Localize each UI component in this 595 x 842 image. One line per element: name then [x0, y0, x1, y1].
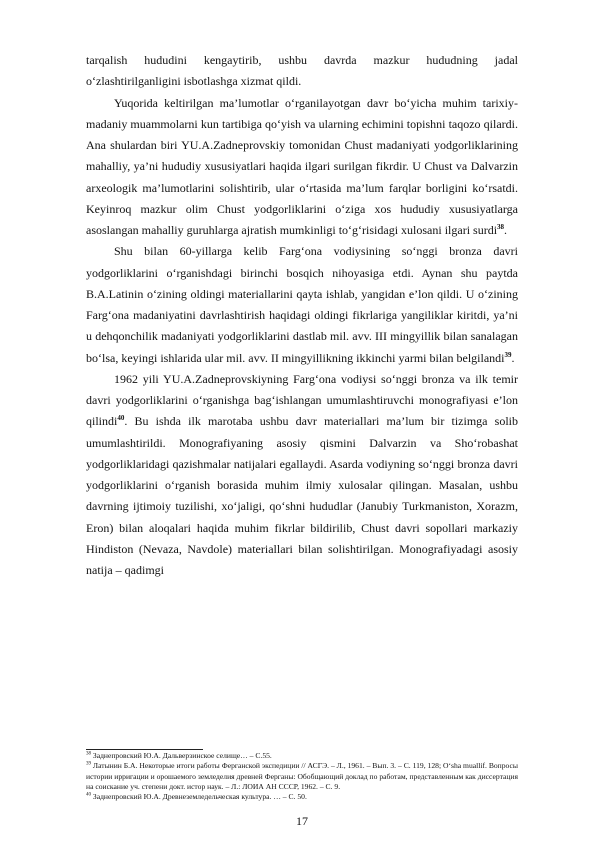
footnote-39	[86, 761, 518, 792]
footnote-38	[86, 751, 518, 761]
paragraph-4-text-b: . Bu ishda ilk marotaba ushbu davr materiallari ma’lum bir tizimga solib umumlashtirildi. Monografiyaning asosiy qismini Dalvarzin va Sho‘robashat yodgorliklaridagi qazishmalar natijalari egallaydi. Asarda vodiyning so‘nggi bronza davri yodgorliklarini o‘rganish borasida muhim ilmiy xulosalar qilingan. Masalan, ushbu davrning ijtimoiy tuzilishi, xo‘jaligi, qo‘shni hududlar (Janubiy Turkmaniston, Xorazm, Eron) bilan aloqalari haqida muhim fikrlar bildirilib, Chust davri sopollari markaziy Hindiston (Nevaza, Navdole) materiallari bilan solishtirilgan. Monografiyadagi asosiy natija – qadimgi	[86, 414, 518, 577]
page-number: 17	[296, 814, 308, 828]
footnote-number: 39	[86, 761, 91, 767]
paragraph-3-end: .	[511, 350, 515, 365]
paragraph-3	[86, 241, 518, 369]
footnote-number: 38	[86, 751, 91, 757]
footnote-ref-40[interactable]: 40	[117, 414, 125, 423]
paragraph-1-text: tarqalish hududini kengaytirib, ushbu davrda mazkur hududning jadal o‘zlashtirilganligini isbotlashga xizmat qildi.	[86, 53, 518, 89]
footnote-ref-38[interactable]: 38	[497, 223, 505, 231]
paragraph-2	[86, 93, 518, 242]
footnote-text: Латынин Б.А. Некоторые итоги работы Ферганской экспедиции // АСГЭ. – Л., 1961. – Вып. 3. – С. 119, 128; O‘sha muallif. Вопросы истории ирригации и орошаемого земледелия древней Ферганы: Обобщающий доклад по работам, представленным как диссертация на соискание уч. степени докт. истор наук. – Л.: ЛОИА АН СССР, 1962. – С. 9.	[86, 761, 518, 791]
paragraph-4	[86, 369, 518, 582]
footnote-number: 40	[86, 792, 91, 798]
paragraph-2-end: .	[504, 223, 508, 237]
footnote-ref-39[interactable]: 39	[504, 350, 512, 359]
footnotes	[86, 751, 518, 802]
paragraph-3-text: Shu bilan 60-yillarga kelib Farg‘ona vodiysining so‘nggi bronza davri yodgorliklarini o‘rganishdagi birinchi bosqich nihoyasiga etdi. Aynan shu paytda B.A.Latinin o‘zining oldingi materiallarini qayta ishlab, yangidan e’lon qildi. U o‘zining Farg‘ona madaniyatini davrlashtirish haqidagi oldingi fikrlariga yangiliklar kiritdi, ya’ni u dehqonchilik madaniyati yodgorliklarini dastlab mil. avv. III mingyillik bilan sanalagan bo‘lsa, keyingi ishlarida ular mil. avv. II mingyillikning ikkinchi yarmi bilan belgilandi	[86, 244, 518, 365]
footnote-40	[86, 792, 518, 802]
paragraph-1	[86, 50, 518, 93]
footnote-text: Заднепровский Ю.А. Древнеземледельческая культура. … – С. 50.	[91, 792, 307, 802]
paragraph-2-text: Yuqorida keltirilgan ma’lumotlar o‘rganilayotgan davr bo‘yicha muhim tarixiy-madaniy muammolarni kun tartibiga qo‘yish va ularning echimini topishni taqozo qilardi. Ana shulardan biri YU.A.Zadneprovskiy tomonidan Chust madaniyati yodgorliklarining mahalliy, ya’ni hududiy xususiyatlari haqida ilgari surilgan fikrdir. U Chust va Dalvarzin arxeologik ma’lumotlarini solishtirib, ular o‘rtasida ma’lum farqlar borligini ko‘rsatdi. Keyinroq mazkur olim Chust yodgorliklarini o‘ziga xos hududiy xususiyatlarga asoslangan mahalliy guruhlarga ajratish mumkinligi to‘g‘risidagi xulosani ilgari surdi	[86, 95, 518, 237]
paragraph-4-text-a: 1962 yili YU.A.Zadneprovskiyning Farg‘ona vodiysi so‘nggi bronza va ilk temir davri yodgorliklarini o‘rganishga bag‘ishlangan umumlashtiruvchi monografiyasi e’lon qilindi	[86, 371, 518, 429]
footnote-separator	[86, 749, 203, 750]
footnote-text: Заднепровский Ю.А. Дальверзинское селище… – С.55.	[91, 751, 272, 760]
body-text	[86, 50, 518, 581]
